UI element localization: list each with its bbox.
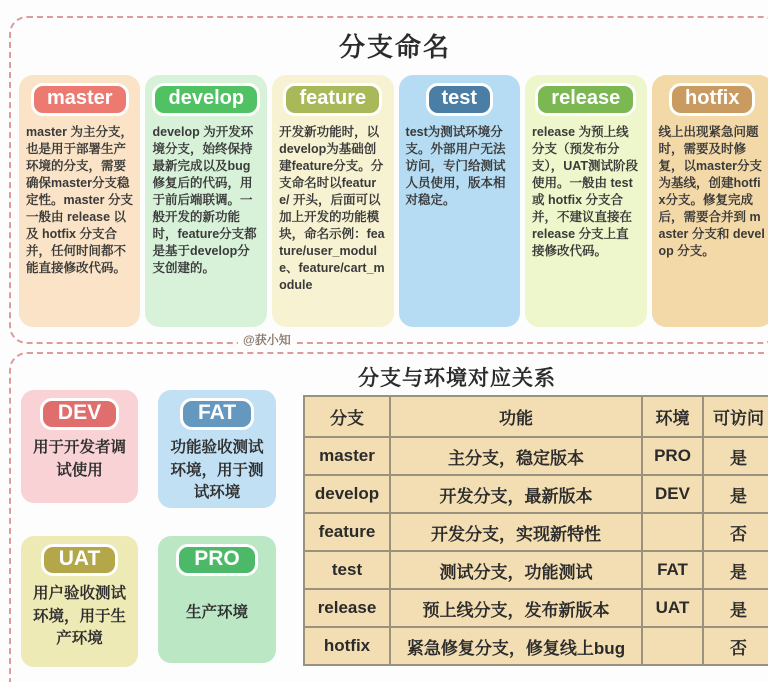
branch-cards-row xyxy=(19,75,768,327)
branch-label-test: test xyxy=(426,83,494,116)
table-row xyxy=(304,513,768,551)
branch-label-master: master xyxy=(31,83,129,116)
cell-env: DEV xyxy=(642,475,703,513)
branch-desc-hotfix: 线上出现紧急问题时，需要及时修复，以master分支为基线，创建hotfix分支。修复完成后，需要合并到 master 分支和 develop 分支。 xyxy=(658,125,765,258)
branch-desc-release: release 为预上线分支（预发布分支），UAT测试阶段使用。一般由 test 或 hotfix 分支合并，不建议直接在 release 分支上直接修改代码。 xyxy=(532,125,639,258)
cell-branch: feature xyxy=(304,513,390,551)
cell-function: 测试分支，功能测试 xyxy=(390,551,642,589)
branch-env-table xyxy=(303,395,768,666)
env-mapping-section xyxy=(9,352,768,682)
table-header-row xyxy=(304,396,768,437)
env-desc-dev: 用于开发者调试使用 xyxy=(32,439,126,479)
branch-card-develop xyxy=(145,75,267,327)
table-header-accessible: 可访问 xyxy=(703,396,768,437)
branch-card-master xyxy=(19,75,140,327)
branch-card-test xyxy=(399,75,520,327)
cell-env xyxy=(642,627,703,665)
cell-accessible: 是 xyxy=(703,551,768,589)
table-row xyxy=(304,627,768,665)
cell-env: PRO xyxy=(642,437,703,475)
branch-naming-title: 分支命名 xyxy=(338,32,451,62)
branch-desc-test: test为测试环境分支。外部用户无法访问，专门给测试人员使用，版本相对稳定。 xyxy=(405,125,506,207)
table-row xyxy=(304,589,768,627)
cell-env: FAT xyxy=(642,551,703,589)
env-label-dev: DEV xyxy=(40,398,119,430)
env-mapping-title: 分支与环境对应关系 xyxy=(358,367,556,390)
branch-desc-feature: 开发新功能时，以develop为基础创建feature分支。分支命名时以feature/ 开头，后面可以加上开发的功能模块，命名示例：feature/user_module、feature/cart_module xyxy=(279,125,385,292)
cell-function: 预上线分支，发布新版本 xyxy=(390,589,642,627)
cell-function: 主分支，稳定版本 xyxy=(390,437,642,475)
env-box-dev xyxy=(21,390,138,503)
table-header-env: 环境 xyxy=(642,396,703,437)
branch-desc-develop: develop 为开发环境分支，始终保持最新完成以及bug修复后的代码，用于前后端联调。一般开发的新功能时，feature分支都是基于develop分支创建的。 xyxy=(152,125,257,275)
env-label-uat: UAT xyxy=(41,544,119,576)
cell-accessible: 是 xyxy=(703,589,768,627)
env-box-pro xyxy=(158,536,276,663)
table-row xyxy=(304,437,768,475)
branch-desc-master: master 为主分支，也是用于部署生产环境的分支，需要确保master分支稳定性。master 分支一般由 release 以及 hotfix 分支合并，任何时间都不能直接修改代码。 xyxy=(26,125,133,275)
env-box-uat xyxy=(21,536,138,667)
branch-label-release: release xyxy=(535,83,636,116)
table-header-branch: 分支 xyxy=(304,396,390,437)
cell-accessible: 是 xyxy=(703,475,768,513)
cell-branch: hotfix xyxy=(304,627,390,665)
env-box-fat xyxy=(158,390,276,508)
cell-function: 紧急修复分支，修复线上bug xyxy=(390,627,642,665)
cell-branch: test xyxy=(304,551,390,589)
env-label-fat: FAT xyxy=(180,398,254,430)
env-desc-fat: 功能验收测试环境，用于测试环境 xyxy=(170,439,264,502)
cell-accessible: 否 xyxy=(703,627,768,665)
cell-branch: develop xyxy=(304,475,390,513)
watermark: @获小知 xyxy=(238,331,296,348)
table-row xyxy=(304,475,768,513)
cell-function: 开发分支，实现新特性 xyxy=(390,513,642,551)
cell-branch: release xyxy=(304,589,390,627)
branch-naming-section xyxy=(9,16,768,344)
branch-label-develop: develop xyxy=(152,83,260,116)
table-header-function: 功能 xyxy=(390,396,642,437)
env-desc-pro: 生产环境 xyxy=(185,604,248,622)
cell-accessible: 是 xyxy=(703,437,768,475)
branch-label-feature: feature xyxy=(283,83,382,116)
env-desc-uat: 用户验收测试环境，用于生产环境 xyxy=(32,585,126,648)
branch-label-hotfix: hotfix xyxy=(669,83,755,116)
cell-env: UAT xyxy=(642,589,703,627)
cell-function: 开发分支，最新版本 xyxy=(390,475,642,513)
table-row xyxy=(304,551,768,589)
branch-card-feature xyxy=(272,75,393,327)
cell-accessible: 否 xyxy=(703,513,768,551)
env-label-pro: PRO xyxy=(176,544,258,576)
cell-env xyxy=(642,513,703,551)
cell-branch: master xyxy=(304,437,390,475)
branch-card-release xyxy=(525,75,646,327)
branch-card-hotfix xyxy=(652,75,768,327)
